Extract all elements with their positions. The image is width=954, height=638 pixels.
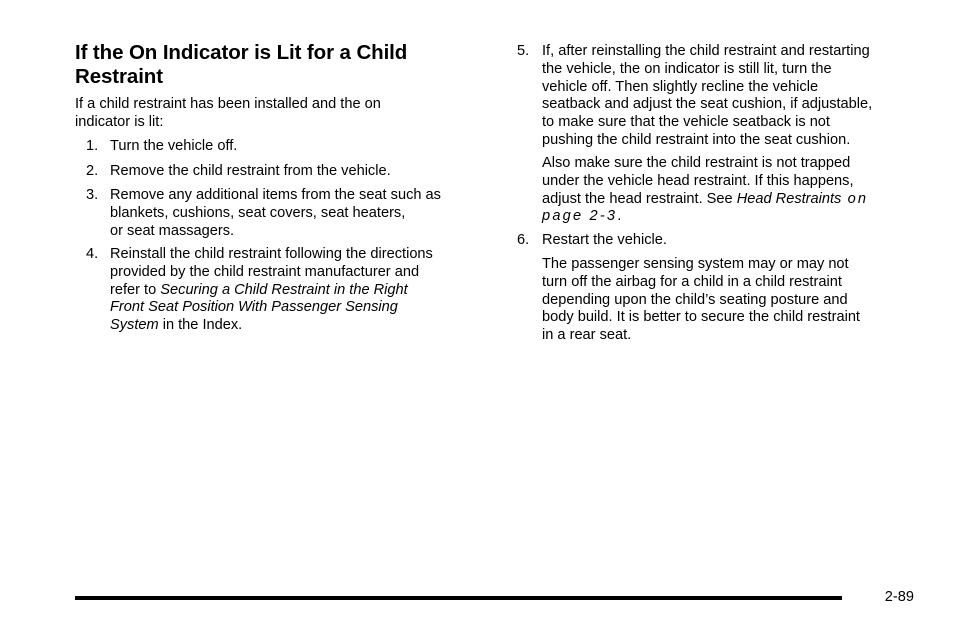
step-number: 3. (86, 187, 99, 203)
intro-paragraph (75, 96, 435, 132)
step-line: the vehicle, the on indicator is still lit, turn the (542, 60, 832, 77)
heading-line-2: Restraint (75, 65, 163, 88)
step-2 (86, 163, 486, 181)
step-line: refer to (110, 281, 161, 298)
step-line: seatback and adjust the seat cushion, if adjustable, (542, 96, 873, 113)
cross-reference-link[interactable]: System (110, 317, 159, 334)
cross-reference-link[interactable]: Front Seat Position With Passenger Sensing (110, 299, 398, 316)
note-line: Also make sure the child restraint is not trapped (542, 155, 851, 171)
page-number: 2-89 (884, 589, 914, 605)
note-line: turn off the airbag for a child in a child restraint (542, 273, 842, 290)
step-text (110, 246, 486, 335)
step-text (542, 43, 917, 150)
step-1 (86, 138, 486, 156)
step-line: Reinstall the child restraint following the directions (110, 246, 433, 262)
note-line: depending upon the child’s seating posture and (542, 291, 848, 308)
step-text: Remove the child restraint from the vehicle. (110, 163, 391, 179)
note-line: The passenger sensing system may or may not (542, 256, 849, 272)
note-line: under the vehicle head restraint. If this happens, (542, 172, 854, 189)
note-line: in a rear seat. (542, 327, 632, 344)
step-3 (86, 187, 486, 240)
footer-rule (75, 596, 842, 600)
intro-line-2: indicator is lit: (75, 113, 164, 130)
cross-reference-link[interactable]: Head Restraints (736, 190, 842, 207)
step-number: 5. (517, 43, 530, 59)
note-line: adjust the head restraint. See (542, 190, 737, 207)
step-number: 1. (86, 138, 99, 154)
step-text: Turn the vehicle off. (110, 138, 238, 154)
step-text: Restart the vehicle. (542, 232, 667, 248)
step-number: 2. (86, 163, 99, 179)
step-number: 6. (517, 232, 530, 248)
step-5 (517, 43, 917, 150)
step-line: provided by the child restraint manufacturer and (110, 263, 420, 280)
step-6 (517, 232, 917, 250)
intro-line-1: If a child restraint has been installed and the on (75, 96, 381, 112)
step-line: If, after reinstalling the child restraint and restarting (542, 43, 870, 59)
heading-line-1: If the On Indicator is Lit for a Child (75, 41, 408, 64)
note-line: . (617, 208, 622, 225)
step-6-note (542, 256, 912, 345)
step-line: to make sure that the vehicle seatback is not (542, 114, 830, 131)
step-line: pushing the child restraint into the seat cushion. (542, 131, 851, 148)
step-text (110, 187, 486, 240)
cross-reference-link[interactable]: Securing a Child Restraint in the Right (160, 281, 408, 298)
step-line: vehicle off. Then slightly recline the vehicle (542, 78, 819, 95)
step-line: Remove any additional items from the seat such as (110, 187, 441, 203)
step-number: 4. (86, 246, 99, 262)
note-line: body build. It is better to secure the child restraint (542, 309, 860, 326)
step-5-note (542, 155, 912, 226)
step-line: or seat massagers. (110, 222, 235, 239)
step-line: in the Index. (158, 317, 243, 334)
cross-reference-link[interactable]: on (841, 190, 869, 207)
section-heading (75, 41, 407, 89)
step-line: blankets, cushions, seat covers, seat heaters, (110, 204, 406, 221)
cross-reference-link[interactable]: page 2-3 (542, 208, 618, 225)
step-4 (86, 246, 486, 335)
